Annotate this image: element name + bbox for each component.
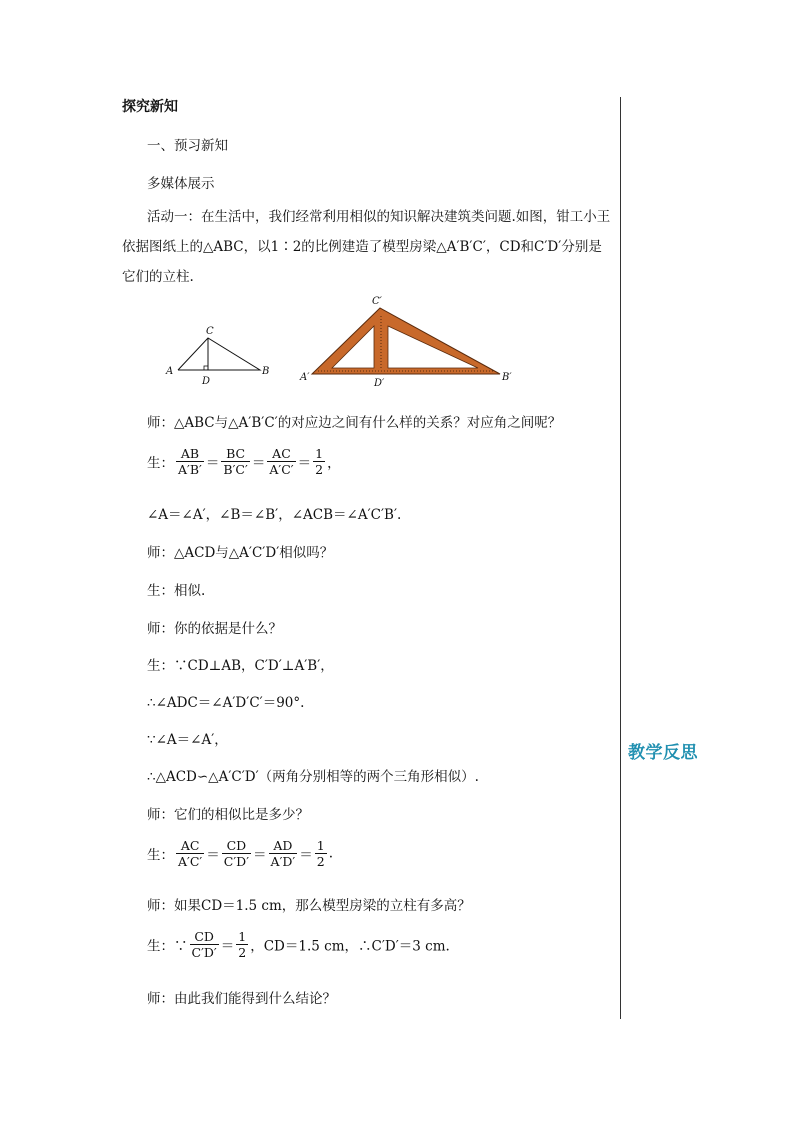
- label-C-prime: C′: [372, 296, 382, 307]
- fraction-4: $\frac{1}{2}$: [315, 446, 324, 477]
- fraction-3: $\frac{AC}{A'C'}$: [269, 446, 294, 477]
- angle-equalities: ∠A＝∠A′，∠B＝∠B′，∠ACB＝∠A′C′B′.: [147, 507, 402, 523]
- subheading-multimedia: 多媒体展示: [147, 176, 215, 192]
- section-heading: 探究新知: [122, 99, 178, 115]
- student-answer-3c: ∵∠A＝∠A′，: [147, 732, 228, 748]
- teacher-question-3: 师：你的依据是什么？: [147, 621, 282, 637]
- student-answer-3b: ∴∠ADC＝∠A′D′C′＝90°.: [147, 695, 305, 711]
- student-answer-5: 生：∵ $\frac{CD}{C'D'}$ ＝ $\frac{1}{2}$ ，CD＝1.5 cm，∴C′D′＝3 cm.: [147, 929, 450, 960]
- student-answer-1: 生： $\frac{AB}{A'B'}$ ＝ $\frac{BC}{B'C'}$ ＝ $\frac{AC}{A'C'}$ ＝ $\frac{1}{2}$ ，: [147, 446, 341, 477]
- triangle-figure: [160, 292, 520, 388]
- student-answer-2: 生：相似.: [147, 583, 206, 599]
- activity-paragraph: 活动一：在生活中，我们经常利用相似的知识解决建筑类问题.如图，钳工小王依据图纸上的△ABC，以1∶2的比例建造了模型房梁△A′B′C′，CD和C′D′分别是它们的立柱.: [122, 209, 611, 285]
- label-D: D: [202, 376, 211, 387]
- student-answer-3d: ∴△ACD∽△A′C′D′（两角分别相等的两个三角形相似）.: [147, 769, 479, 785]
- label-B: B: [262, 366, 270, 377]
- label-B-prime: B′: [502, 372, 512, 383]
- small-triangle: [165, 326, 269, 387]
- subheading-preview: 一、预习新知: [147, 138, 228, 154]
- label-D-prime: D′: [374, 378, 385, 388]
- teacher-question-2: 师：△ACD与△A′C′D′相似吗？: [147, 545, 334, 561]
- label-C: C: [206, 326, 214, 337]
- fraction-2: $\frac{BC}{B'C'}$: [223, 446, 248, 477]
- label-A: A: [166, 366, 174, 377]
- teacher-question-5: 师：如果CD＝1.5 cm，那么模型房梁的立柱有多高？: [147, 898, 471, 914]
- model-beam: [299, 296, 512, 388]
- column-divider: [620, 97, 621, 1019]
- student-answer-3a: 生：∵CD⊥AB，C′D′⊥A′B′，: [147, 658, 334, 674]
- label-A-prime: A′: [300, 372, 310, 383]
- teaching-reflection-label: 教学反思: [628, 743, 698, 763]
- answer-prefix: 生：: [147, 455, 174, 472]
- student-answer-4: 生： $\frac{AC}{A'C'}$ ＝ $\frac{CD}{C'D'}$ ＝ $\frac{AD}{A'D'}$ ＝ $\frac{1}{2}$ .: [147, 838, 334, 869]
- fraction-1: $\frac{AB}{A'B'}$: [178, 446, 202, 477]
- teacher-question-6: 师：由此我们能得到什么结论？: [147, 991, 336, 1007]
- teacher-question-1: 师：△ABC与△A′B′C′的对应边之间有什么样的关系？对应角之间呢？: [147, 415, 562, 431]
- teacher-question-4: 师：它们的相似比是多少？: [147, 807, 309, 823]
